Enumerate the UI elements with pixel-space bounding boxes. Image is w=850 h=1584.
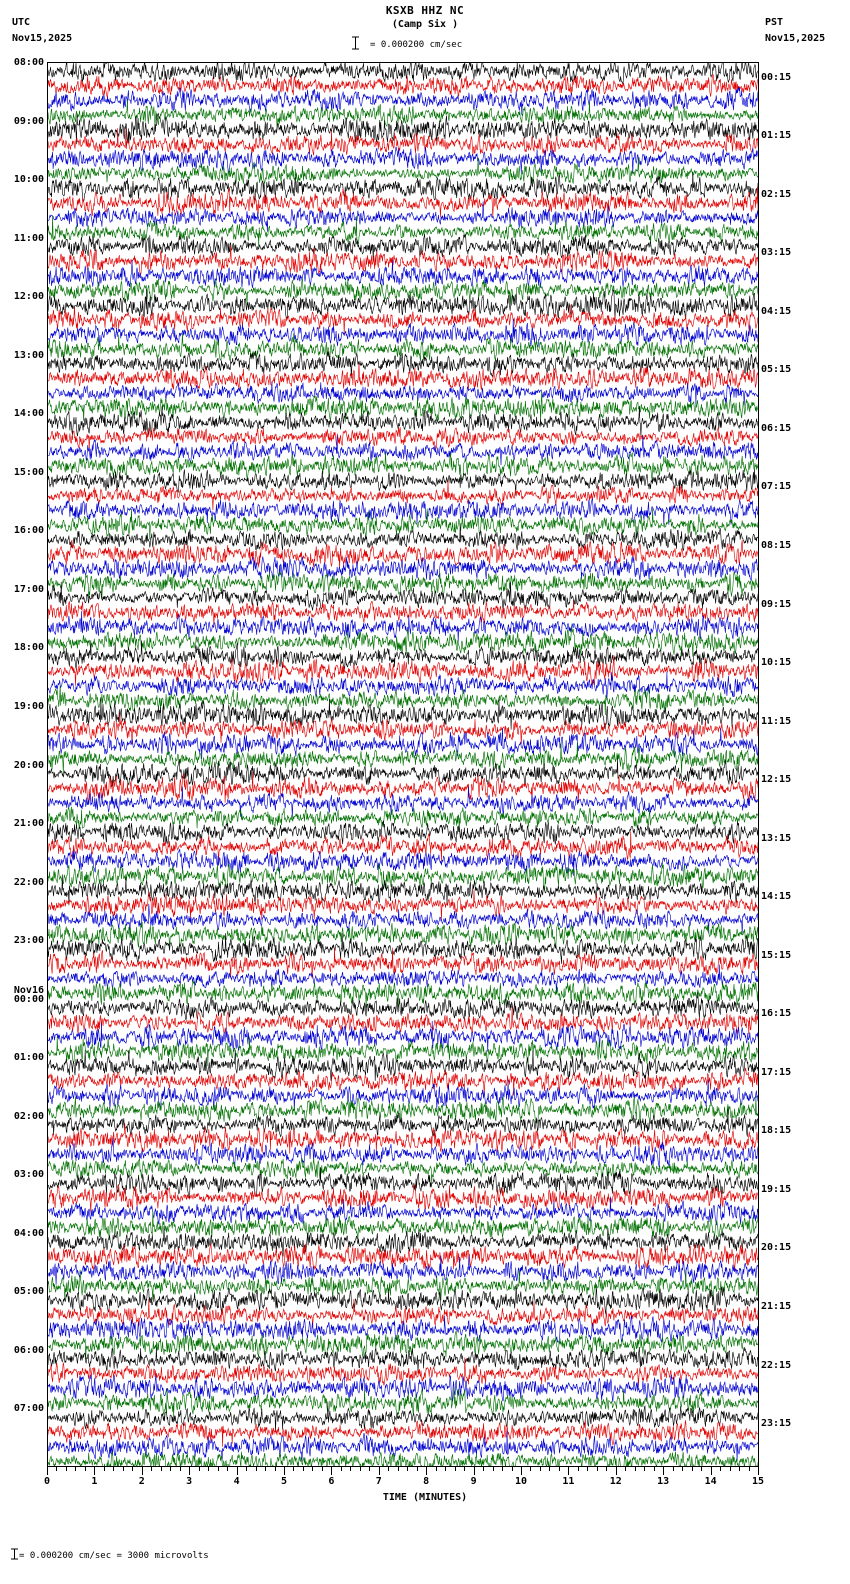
x-tick-minor	[445, 1467, 446, 1471]
left-timezone-label: UTC	[12, 17, 31, 28]
x-tick-minor	[578, 1467, 579, 1471]
amplitude-scale-bar-icon	[351, 36, 360, 50]
x-tick-minor	[341, 1467, 342, 1471]
x-tick-major	[711, 1467, 712, 1475]
waveform-trace	[48, 427, 759, 451]
x-tick-minor	[483, 1467, 484, 1471]
x-tick-minor	[559, 1467, 560, 1471]
right-time-label: 20:15	[761, 1242, 792, 1254]
right-time-label: 11:15	[761, 715, 792, 727]
waveform-trace	[48, 672, 759, 700]
left-time-label: 14:00	[13, 408, 44, 420]
x-tick-minor	[625, 1467, 626, 1471]
x-tick-minor	[407, 1467, 408, 1471]
x-tick-label: 2	[138, 1476, 145, 1487]
x-tick-minor	[720, 1467, 721, 1471]
x-tick-major	[189, 1467, 190, 1475]
waveform-trace	[48, 1452, 759, 1467]
left-time-label: 16:00	[13, 525, 44, 537]
x-tick-label: 15	[751, 1476, 765, 1487]
x-axis-label: TIME (MINUTES)	[382, 1492, 468, 1503]
x-tick-minor	[739, 1467, 740, 1471]
x-tick-major	[663, 1467, 664, 1475]
x-tick-minor	[606, 1467, 607, 1471]
x-tick-major	[142, 1467, 143, 1475]
left-time-label: 04:00	[13, 1227, 44, 1239]
x-axis	[43, 1467, 765, 1487]
x-tick-minor	[170, 1467, 171, 1471]
right-time-label: 08:15	[761, 539, 792, 551]
right-time-label: 22:15	[761, 1359, 792, 1371]
x-tick-minor	[749, 1467, 750, 1471]
x-tick-minor	[208, 1467, 209, 1471]
x-tick-major	[237, 1467, 238, 1475]
x-tick-minor	[113, 1467, 114, 1471]
x-tick-minor	[161, 1467, 162, 1471]
right-time-label: 02:15	[761, 188, 792, 200]
x-tick-minor	[455, 1467, 456, 1471]
x-tick-minor	[303, 1467, 304, 1471]
right-time-label: 23:15	[761, 1418, 792, 1430]
x-tick-major	[426, 1467, 427, 1475]
x-tick-minor	[350, 1467, 351, 1471]
right-time-label: 16:15	[761, 1008, 792, 1020]
x-tick-label: 9	[470, 1476, 477, 1487]
x-tick-minor	[388, 1467, 389, 1471]
x-tick-minor	[644, 1467, 645, 1471]
x-tick-major	[331, 1467, 332, 1475]
waveform-trace	[48, 1420, 759, 1447]
x-tick-minor	[635, 1467, 636, 1471]
x-tick-minor	[493, 1467, 494, 1471]
x-tick-minor	[293, 1467, 294, 1471]
waveform-trace	[48, 381, 759, 407]
x-tick-minor	[123, 1467, 124, 1471]
x-tick-minor	[104, 1467, 105, 1471]
left-time-label: 07:00	[13, 1403, 44, 1415]
x-tick-major	[47, 1467, 48, 1475]
helicorder-plot[interactable]	[47, 62, 759, 1467]
x-tick-minor	[312, 1467, 313, 1471]
x-tick-minor	[227, 1467, 228, 1471]
x-tick-major	[94, 1467, 95, 1475]
right-time-label: 01:15	[761, 130, 792, 142]
station-title: KSXB HHZ NC	[385, 4, 465, 17]
x-tick-minor	[436, 1467, 437, 1471]
left-time-label: 01:00	[13, 1052, 44, 1064]
x-tick-minor	[246, 1467, 247, 1471]
x-tick-minor	[56, 1467, 57, 1471]
left-time-label: 23:00	[13, 935, 44, 947]
x-tick-minor	[360, 1467, 361, 1471]
x-tick-minor	[587, 1467, 588, 1471]
left-time-label: 02:00	[13, 1110, 44, 1122]
x-tick-major	[379, 1467, 380, 1475]
waveform-trace	[48, 611, 759, 642]
waveform-trace	[48, 1284, 759, 1314]
waveform-trace	[48, 201, 759, 232]
waveform-trace	[48, 147, 759, 174]
x-tick-minor	[256, 1467, 257, 1471]
right-time-label: 12:15	[761, 774, 792, 786]
waveform-trace	[48, 1331, 759, 1359]
right-time-label: 06:15	[761, 422, 792, 434]
left-date-label: Nov15,2025	[12, 33, 73, 44]
left-time-label: 17:00	[13, 583, 44, 595]
right-time-label: 13:15	[761, 832, 792, 844]
left-time-label: 06:00	[13, 1344, 44, 1356]
x-tick-minor	[540, 1467, 541, 1471]
left-time-label: 15:00	[13, 466, 44, 478]
right-time-label: 14:15	[761, 891, 792, 903]
left-time-label: 20:00	[13, 759, 44, 771]
x-tick-minor	[265, 1467, 266, 1471]
left-time-label: 13:00	[13, 349, 44, 361]
x-tick-minor	[549, 1467, 550, 1471]
left-time-label: 00:00	[13, 993, 44, 1005]
waveform-trace	[48, 540, 759, 569]
left-time-label: 03:00	[13, 1169, 44, 1181]
x-tick-minor	[66, 1467, 67, 1471]
x-tick-label: 1	[91, 1476, 98, 1487]
right-time-label: 15:15	[761, 949, 792, 961]
right-time-label: 05:15	[761, 364, 792, 376]
x-tick-label: 6	[328, 1476, 335, 1487]
waveform-trace	[48, 351, 759, 378]
right-time-label: 21:15	[761, 1301, 792, 1312]
right-time-label: 03:15	[761, 247, 792, 259]
x-tick-minor	[701, 1467, 702, 1471]
x-tick-minor	[692, 1467, 693, 1471]
waveform-trace	[48, 305, 759, 335]
x-tick-minor	[654, 1467, 655, 1471]
x-tick-minor	[75, 1467, 76, 1471]
x-tick-minor	[502, 1467, 503, 1471]
right-time-label: 00:15	[761, 71, 792, 83]
waveform-trace	[48, 1316, 759, 1343]
right-time-label: 18:15	[761, 1125, 792, 1137]
x-tick-minor	[512, 1467, 513, 1471]
left-date-marker: Nov16	[13, 984, 44, 996]
right-date-label: Nov15,2025	[765, 33, 826, 44]
x-tick-label: 0	[43, 1476, 51, 1487]
x-tick-major	[616, 1467, 617, 1475]
left-time-label: 10:00	[13, 174, 44, 186]
footer-scale	[10, 1548, 209, 1561]
footer-scale-text: = 0.000200 cm/sec = 3000 microvolts	[19, 1551, 209, 1561]
x-tick-major	[284, 1467, 285, 1475]
x-tick-minor	[151, 1467, 152, 1471]
waveform-traces	[48, 63, 759, 1467]
x-tick-minor	[398, 1467, 399, 1471]
chart-header	[0, 0, 850, 60]
left-time-label: 08:00	[13, 57, 44, 68]
x-tick-major	[568, 1467, 569, 1475]
x-tick-minor	[322, 1467, 323, 1471]
left-time-label: 18:00	[13, 642, 44, 654]
waveform-trace	[48, 601, 759, 628]
right-time-label: 09:15	[761, 598, 792, 610]
x-tick-minor	[530, 1467, 531, 1471]
x-tick-minor	[369, 1467, 370, 1471]
waveform-trace	[48, 75, 759, 98]
x-tick-minor	[682, 1467, 683, 1471]
x-tick-minor	[730, 1467, 731, 1471]
x-tick-minor	[218, 1467, 219, 1471]
footer-scale-bar-icon	[10, 1548, 19, 1560]
x-tick-label: 13	[657, 1476, 670, 1487]
x-tick-label: 3	[186, 1476, 193, 1487]
amplitude-scale-label: = 0.000200 cm/sec	[370, 40, 463, 50]
waveform-trace	[48, 1068, 759, 1096]
x-tick-minor	[275, 1467, 276, 1471]
x-tick-label: 10	[514, 1476, 528, 1487]
x-tick-label: 14	[704, 1476, 717, 1487]
left-time-label: 12:00	[13, 291, 44, 303]
left-time-label: 22:00	[13, 876, 44, 888]
right-timezone-label: PST	[765, 17, 784, 28]
x-tick-major	[521, 1467, 522, 1475]
x-tick-minor	[85, 1467, 86, 1471]
right-time-label: 07:15	[761, 481, 792, 493]
x-tick-label: 11	[562, 1476, 575, 1487]
x-tick-minor	[199, 1467, 200, 1471]
left-time-label: 09:00	[13, 115, 44, 127]
waveform-trace	[48, 904, 759, 935]
right-time-label: 04:15	[761, 305, 792, 317]
x-tick-minor	[597, 1467, 598, 1471]
x-tick-minor	[673, 1467, 674, 1471]
left-time-label: 21:00	[13, 818, 44, 830]
waveform-trace	[48, 1185, 759, 1213]
right-time-label: 19:15	[761, 1183, 792, 1195]
right-time-label: 10:15	[761, 657, 792, 669]
right-time-label: 17:15	[761, 1066, 792, 1078]
x-tick-major	[474, 1467, 475, 1475]
x-tick-label: 4	[233, 1476, 240, 1487]
x-tick-minor	[180, 1467, 181, 1471]
x-tick-label: 7	[375, 1476, 382, 1487]
x-tick-major	[758, 1467, 759, 1475]
station-subtitle: (Camp Six )	[391, 19, 459, 30]
left-time-label: 05:00	[13, 1286, 44, 1298]
x-tick-label: 8	[423, 1476, 430, 1487]
x-tick-label: 5	[280, 1476, 288, 1487]
x-tick-label: 12	[609, 1476, 622, 1487]
left-time-label: 11:00	[13, 232, 44, 244]
x-tick-minor	[417, 1467, 418, 1471]
x-tick-minor	[132, 1467, 133, 1471]
left-time-label: 19:00	[13, 700, 44, 712]
x-tick-minor	[464, 1467, 465, 1471]
